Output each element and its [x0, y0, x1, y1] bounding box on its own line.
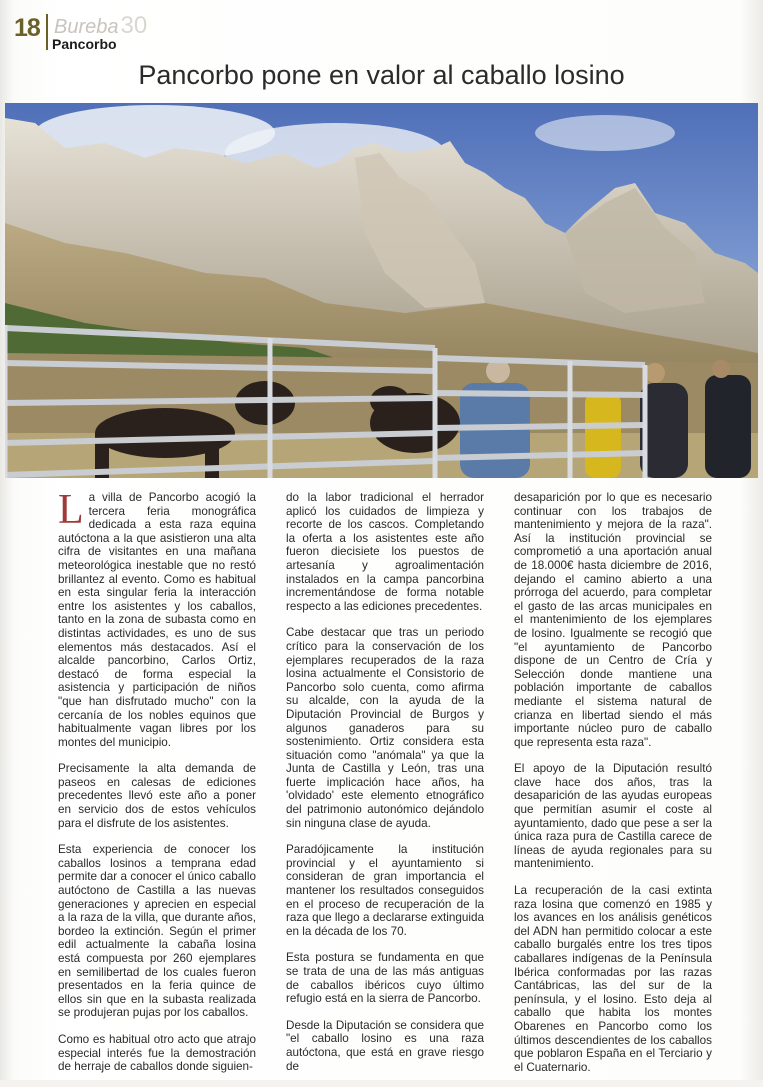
article-column-1	[58, 487, 256, 1087]
paragraph-text: a villa de Pancorbo acogió la tercera feria monográfica dedicada a esta raza equina autóctona a la que asistieron una alta cifra de visitantes en una mañana meteorológica inestable que no restó brillantez al evento. Como es habitual en esta singular feria la interacción entre los asistentes y los caballos, tanto en la zona de subasta como en distintas actividades, es uno de sus elementos más destacados. Así el alcalde pancorbino, Carlos Ortiz, destacó de forma especial la asistencia y participación de niños "que han disfrutado mucho" con la cercanía de los nobles equinos que habitualmente vagan libres por los montes del municipio.	[58, 491, 256, 749]
paragraph: La recuperación de la casi extinta raza losina que comenzó en 1985 y los avances en los análisis genéticos del ADN han permitido colocar a este caballo burgalés entre los tres tipos caballares indígenas de la Península Ibérica conformadas por las razas Cantábricas, las del sur de la península, y el losino. Esto deja al caballo que habita los montes Obarenes en Pancorbo como los últimos descendientes de los caballos que poblaron España en el Terciario y el Cuaternario.	[514, 884, 712, 1074]
paragraph: Desde la Diputación se considera que "el caballo losino es una raza autóctona, que está en grave riesgo de	[286, 1018, 484, 1073]
magazine-name: Bureba	[54, 16, 119, 38]
paragraph: Como es habitual otro acto que atrajo especial interés fue la demostración de herraje de caballos donde siguien-	[58, 1032, 256, 1074]
paragraph: Precisamente la alta demanda de paseos en calesas de ediciones precedentes llevó este año a poner en servicio dos de estos vehículos para el disfrute de los asistentes.	[58, 762, 256, 830]
paragraph: Esta experiencia de conocer los caballos losinos a temprana edad permite dar a conocer el único caballo autóctono de Castilla a las nuevas generaciones y aprecien en especial a la raza de la villa, que durante años, bordeo la extinción. Según el primer edil actualmente la cabaña losina está compuesta por 260 ejemplares en semilibertad de los cuales fueron presentados en la feria quince de ellos sin que en la subasta realizada se produjeran pujas por los caballos.	[58, 843, 256, 1020]
paragraph	[58, 487, 256, 749]
section-label: Pancorbo	[52, 36, 117, 52]
article-title: Pancorbo pone en valor al caballo losino	[138, 60, 625, 90]
article-column-3	[514, 491, 712, 1087]
paragraph: do la labor tradicional el herrador aplicó los cuidados de limpieza y recorte de los cascos. Completando la oferta a los asistentes este año fueron diecisiete los puestos de artesanía y agroalimentación instalados en la campa pancorbina incrementándose de forma notable respecto a las ediciones precedentes.	[286, 491, 484, 613]
article-photo	[5, 103, 758, 478]
paragraph: El apoyo de la Diputación resultó clave hace dos años, tras la desaparición de las ayudas europeas que permitían asumir el coste al ayuntamiento, dado que pese a ser la única raza pura de Castilla carece de líneas de ayuda regionales para su mantenimiento.	[514, 762, 712, 871]
drop-cap: L	[58, 487, 84, 533]
paragraph: desaparición por lo que es necesario continuar con los trabajos de mantenimiento y mejora de la raza". Así la institución provincial se comprometió a una aportación anual de 18.000€ hasta diciembre de 2016, dejando el camino abierto a una prórroga del acuerdo, para completar el gasto de las arcas municipales en el mantenimiento de los ejemplares de losino. Igualmente se recogió que "el ayuntamiento de Pancorbo dispone de un Centro de Cría y Selección donde mantiene una población importante de caballos mediante el sistema natural de crianza en libertad siendo el más importante núcleo puro de caballo que representa esta raza".	[514, 491, 712, 749]
paragraph: Paradójicamente la institución provincial y el ayuntamiento si consideran de gran importancia el mantener los resultados conseguidos en el proceso de recuperación de la raza que llego a declararse extinguida en la década de los 70.	[286, 843, 484, 938]
article-column-2	[286, 491, 484, 1086]
page-number: 18	[14, 14, 40, 42]
magazine-edition: 30	[120, 12, 148, 39]
header-divider	[46, 14, 48, 50]
photo-illustration	[5, 103, 758, 478]
paragraph: Esta postura se fundamenta en que se trata de una de las más antiguas de caballos ibéricos cuyo último refugio está en la sierra de Pancorbo.	[286, 951, 484, 1006]
paragraph: Cabe destacar que tras un periodo crítico para la conservación de los ejemplares recuperados de la raza losina actualmente el Consistorio de Pancorbo solo cuenta, como afirma su alcalde, con la ayuda de la Diputación Provincial de Burgos y algunos ganaderos para su sostenimiento. Ortiz considera esta situación como "anómala" ya que la Junta de Castilla y León, tras una fuerte implicación hace años, ha 'olvidado' este elemento etnográfico del patrimonio autonómico dejándolo sin ninguna clase de ayuda.	[286, 626, 484, 830]
